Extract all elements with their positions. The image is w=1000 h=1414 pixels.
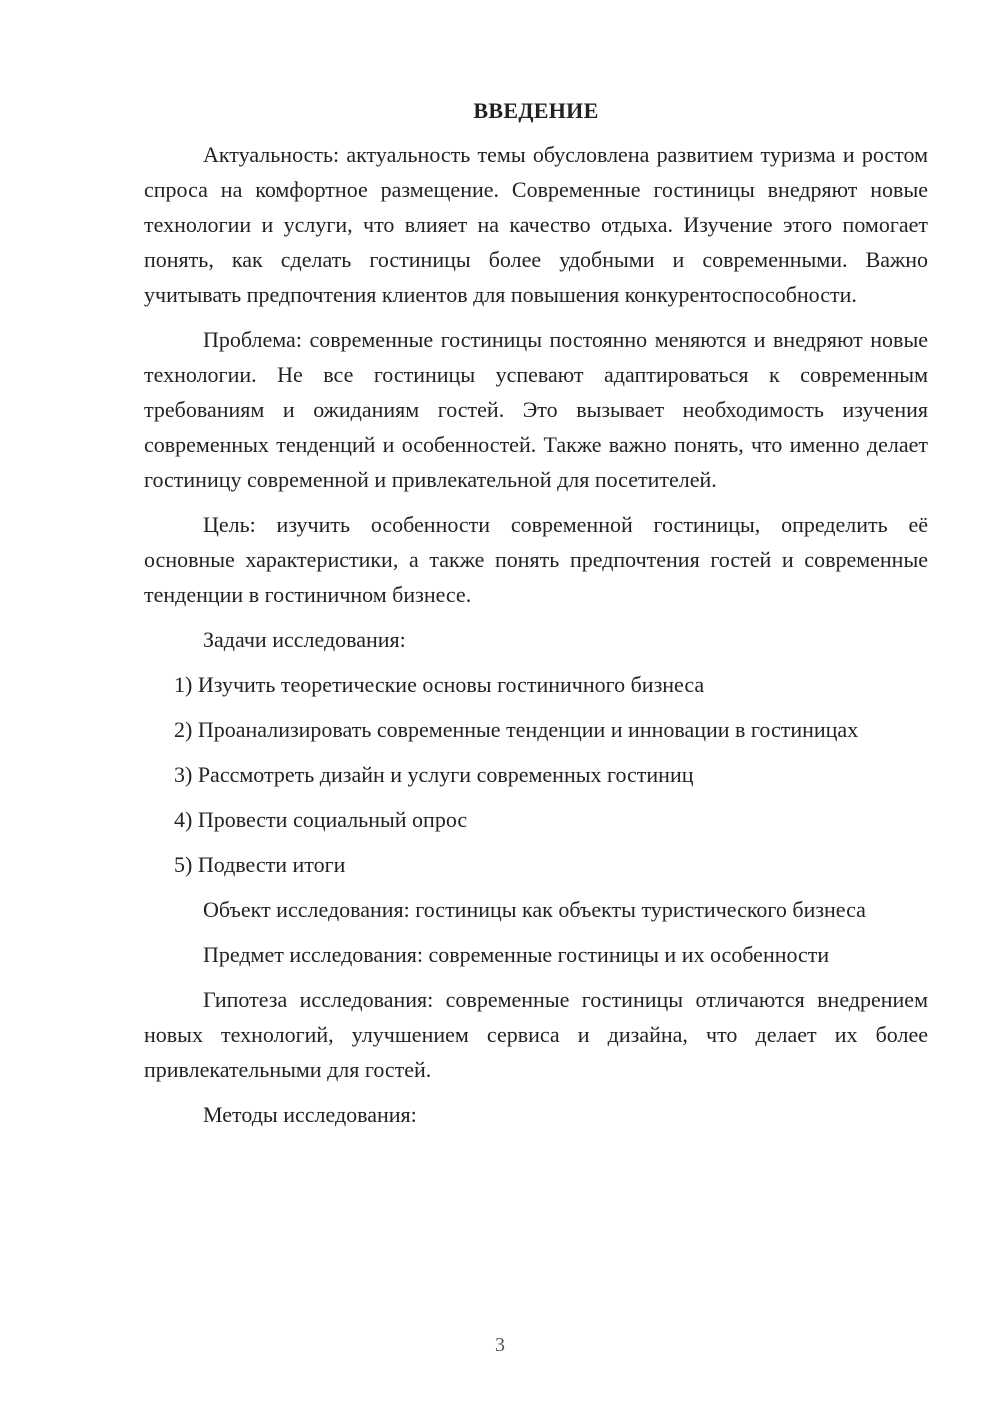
tasks-list — [144, 667, 928, 882]
section-heading: ВВЕДЕНИЕ — [473, 98, 599, 123]
paragraph-relevance: Актуальность: актуальность темы обусловлена развитием туризма и ростом спроса на комфортное размещение. Современные гостиницы внедряют новые технологии и услуги, что влияет на качество отдыха. Изучение этого помогает понять, как сделать гостиницы более удобными и современными. Важно учитывать предпочтения клиентов для повышения конкурентоспособности. — [144, 142, 928, 307]
paragraph-object: Объект исследования: гостиницы как объекты туристического бизнеса — [203, 897, 866, 922]
list-item: 3) Рассмотреть дизайн и услуги современных гостиниц — [174, 762, 694, 787]
paragraph-methods-intro: Методы исследования: — [203, 1102, 417, 1127]
paragraph-subject: Предмет исследования: современные гостиницы и их особенности — [203, 942, 830, 967]
list-item: 5) Подвести итоги — [174, 852, 346, 877]
paragraph-goal: Цель: изучить особенности современной гостиницы, определить её основные характеристики, а также понять предпочтения гостей и современные тенденции в гостиничном бизнесе. — [144, 512, 928, 607]
page-content — [144, 95, 928, 1142]
paragraph-tasks-intro: Задачи исследования: — [203, 627, 406, 652]
paragraph-problem: Проблема: современные гостиницы постоянно меняются и внедряют новые технологии. Не все гостиницы успевают адаптироваться к современным требованиям и ожиданиям гостей. Это вызывает необходимость изучения современных тенденций и особенностей. Также важно понять, что именно делает гостиницу современной и привлекательной для посетителей. — [144, 327, 928, 492]
list-item: 2) Проанализировать современные тенденции и инновации в гостиницах — [174, 717, 859, 742]
list-item: 4) Провести социальный опрос — [174, 807, 468, 832]
page-number: 3 — [495, 1334, 505, 1356]
paragraph-hypothesis: Гипотеза исследования: современные гостиницы отличаются внедрением новых технологий, улучшением сервиса и дизайна, что делает их более привлекательными для гостей. — [144, 987, 928, 1082]
list-item: 1) Изучить теоретические основы гостиничного бизнеса — [174, 672, 705, 697]
